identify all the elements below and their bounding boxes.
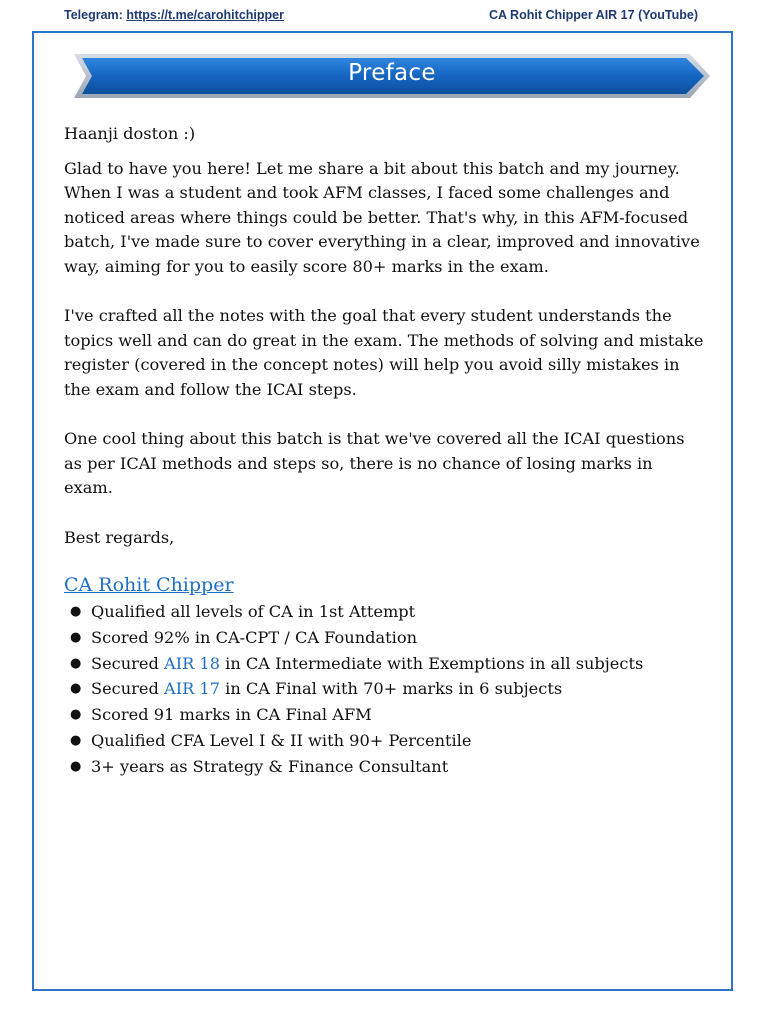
greeting: Haanji doston :) bbox=[64, 124, 196, 143]
paragraph-intro: Glad to have you here! Let me share a bit about this batch and my journey. When I was a student and took AFM classes, I faced some challenges and noticed areas where things could be better. That's why, in this AFM-focused batch, I've made sure to cover everything in a clear, improved and innovative way, aiming for you to easily score 80+ marks in the exam. bbox=[64, 158, 700, 276]
banner-title: Preface bbox=[348, 60, 436, 86]
preface-content bbox=[64, 122, 704, 780]
list-item: ● Secured AIR 17 in CA Final with 70+ marks in 6 subjects bbox=[64, 676, 704, 702]
telegram-link[interactable]: https://t.me/carohitchipper bbox=[126, 8, 284, 22]
list-item: ● 3+ years as Strategy & Finance Consultant bbox=[64, 754, 704, 780]
credentials-list bbox=[64, 599, 704, 780]
telegram-label: Telegram: bbox=[64, 8, 123, 22]
youtube-channel-label: CA Rohit Chipper AIR 17 (YouTube) bbox=[488, 8, 698, 22]
bullet-dot-icon: ● bbox=[70, 604, 82, 620]
list-item: ● Qualified all levels of CA in 1st Attempt bbox=[64, 599, 704, 625]
bullet-dot-icon: ● bbox=[70, 758, 82, 774]
bullet-dot-icon: ● bbox=[70, 655, 82, 671]
page-header bbox=[64, 8, 698, 26]
list-item: ● Secured AIR 18 in CA Intermediate with Exemptions in all subjects bbox=[64, 651, 704, 677]
bullet-dot-icon: ● bbox=[70, 681, 82, 697]
air-rank-highlight: AIR 17 bbox=[164, 679, 221, 699]
air-rank-highlight: AIR 18 bbox=[164, 653, 221, 673]
author-name: CA Rohit Chipper bbox=[64, 574, 234, 597]
preface-banner bbox=[72, 52, 712, 100]
list-item: ● Scored 91 marks in CA Final AFM bbox=[64, 702, 704, 728]
paragraph-notes: I've crafted all the notes with the goal that every student understands the topics well and can do great in the exam. The methods of solving and mistake register (covered in the concept notes) will help you avoid silly mistakes in the exam and follow the ICAI steps. bbox=[64, 306, 704, 399]
paragraph-icai: One cool thing about this batch is that we've covered all the ICAI questions as per ICAI methods and steps so, there is no chance of losing marks in exam. bbox=[64, 429, 685, 498]
bullet-dot-icon: ● bbox=[70, 629, 82, 645]
bullet-dot-icon: ● bbox=[70, 733, 82, 749]
signoff: Best regards, bbox=[64, 527, 175, 547]
list-item: ● Qualified CFA Level I & II with 90+ Percentile bbox=[64, 728, 704, 754]
telegram-contact bbox=[64, 8, 284, 22]
bullet-dot-icon: ● bbox=[70, 707, 82, 723]
list-item: ● Scored 92% in CA-CPT / CA Foundation bbox=[64, 625, 704, 651]
